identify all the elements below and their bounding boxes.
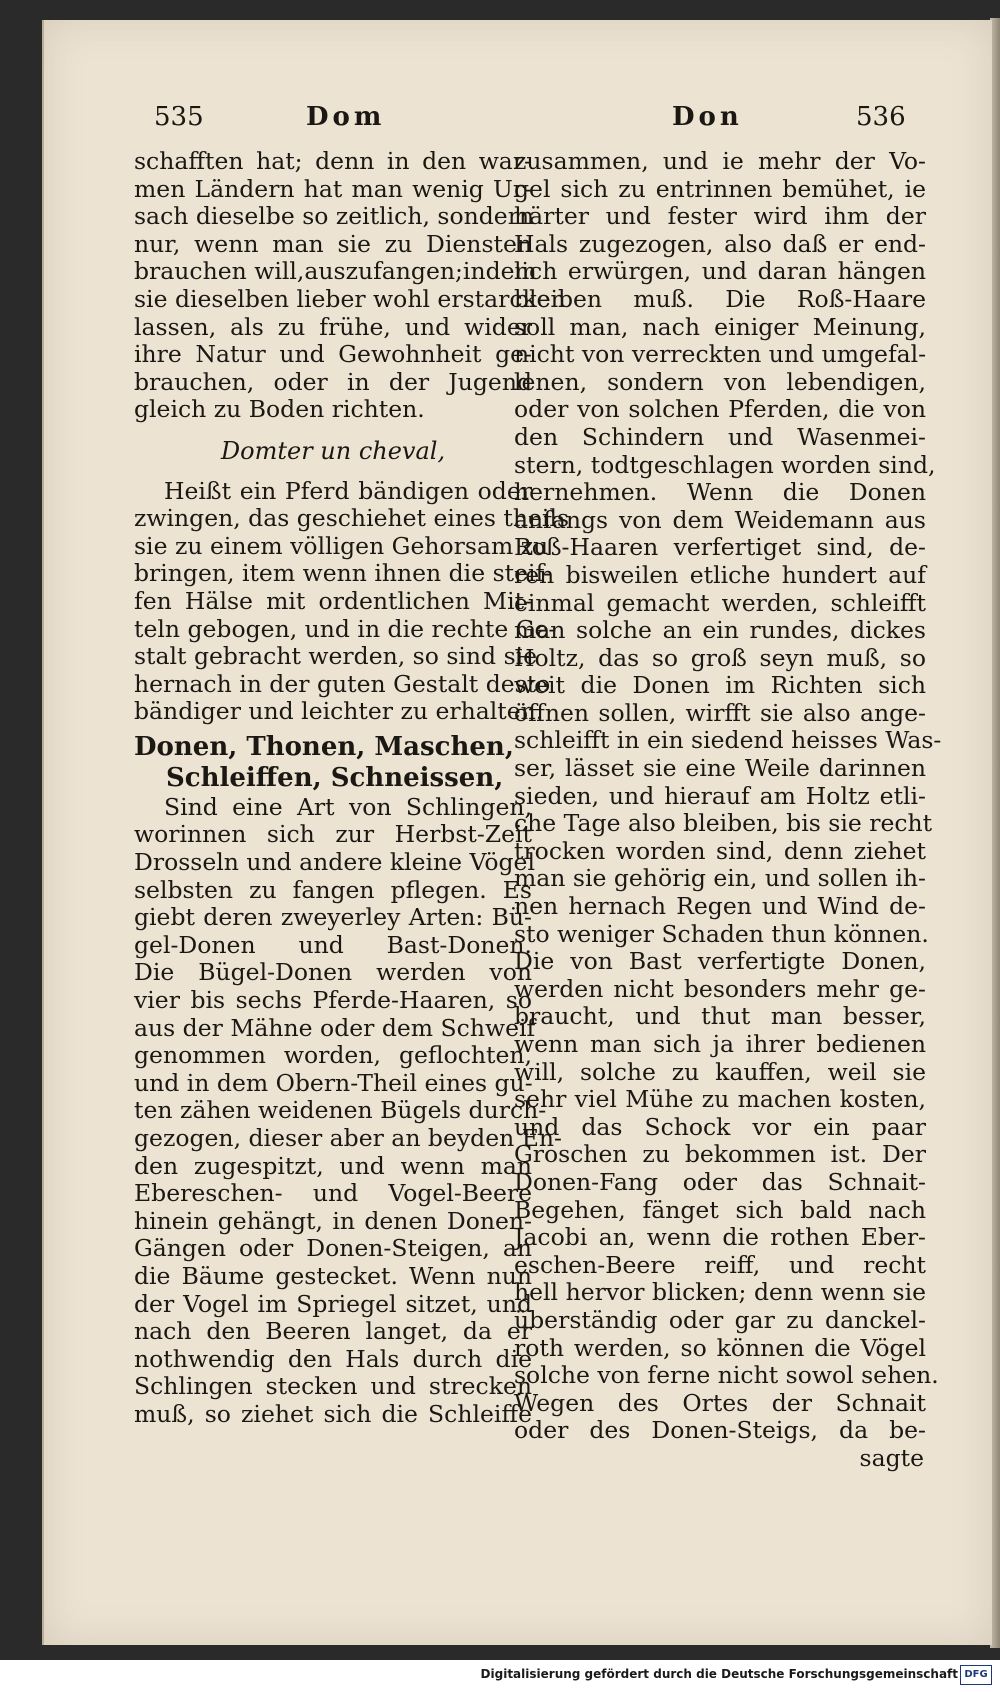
text-line: schleifft in ein siedend heisses Was- <box>514 726 942 755</box>
text-line: sach dieselbe so zeitlich, sondern <box>134 202 535 231</box>
text-line: genommen worden, geflochten, <box>134 1041 532 1070</box>
page-number-right: 536 <box>856 102 906 132</box>
text-line: che Tage also bleiben, bis sie recht <box>514 809 933 838</box>
text-line: giebt deren zweyerley Arten: Bü- <box>134 903 532 932</box>
text-line: eschen-Beere reiff, und recht <box>514 1250 926 1279</box>
text-line: Gängen oder Donen-Steigen, an <box>134 1234 532 1263</box>
paragraph-domter <box>134 476 570 726</box>
page-number-left: 535 <box>154 102 204 132</box>
text-line: Heißt ein Pferd bändigen oder <box>164 476 532 505</box>
text-line: Holtz, das so groß seyn muß, so <box>514 643 926 672</box>
text-line: Begehen, fänget sich bald nach <box>514 1195 926 1224</box>
text-line: men Ländern hat man wenig Ur- <box>134 174 532 203</box>
text-line: sie zu einem völligen Gehorsam zu <box>134 531 549 560</box>
text-line: gleich zu Boden richten. <box>134 395 425 424</box>
text-line: braucht, und thut man besser, <box>514 1002 926 1031</box>
text-line: sto weniger Schaden thun können. <box>514 919 929 948</box>
text-line: stalt gebracht werden, so sind sie <box>134 642 538 671</box>
text-line: sehr viel Mühe zu machen kosten, <box>514 1085 926 1114</box>
text-line: brauchen will,auszufangen;indem <box>134 257 537 286</box>
text-line: hernach in der guten Gestalt desto <box>134 669 551 698</box>
text-line: Donen-Fang oder das Schnait- <box>514 1167 926 1196</box>
text-line: den Schindern und Wasenmei- <box>514 422 926 451</box>
text-line: solche von ferne nicht sowol sehen. <box>514 1361 939 1390</box>
text-line: oder des Donen-Steigs, da be- <box>514 1416 926 1445</box>
running-head-right: Don <box>672 102 743 132</box>
paragraph-donen <box>134 792 562 1429</box>
text-line: man solche an ein rundes, dickes <box>514 616 926 645</box>
text-line: die Bäume gestecket. Wenn nun <box>134 1261 532 1290</box>
text-line: sie dieselben lieber wohl erstarcken <box>134 284 566 313</box>
text-line: öffnen sollen, wirfft sie also ange- <box>514 698 926 727</box>
headword-line-2: Schleiffen, Schneissen, <box>166 762 504 793</box>
text-line: und das Schock vor ein paar <box>514 1112 926 1141</box>
text-line: einmal gemacht werden, schleifft <box>514 588 926 617</box>
text-line: Groschen zu bekommen ist. Der <box>514 1140 926 1169</box>
dfg-logo: DFG <box>960 1665 992 1685</box>
text-line: teln gebogen, und in die rechte Ge- <box>134 614 557 643</box>
text-line: man sie gehörig ein, und sollen ih- <box>514 864 926 893</box>
text-line: weit die Donen im Richten sich <box>514 671 926 700</box>
text-line: der Vogel im Spriegel sitzet, und <box>134 1289 532 1318</box>
paragraph-schafften <box>134 147 566 424</box>
text-line: lenen, sondern von lebendigen, <box>514 367 926 396</box>
headword-line-1: Donen, Thonen, Maschen, <box>134 731 514 762</box>
text-line: will, solche zu kauffen, weil sie <box>514 1057 926 1086</box>
text-line: hinein gehängt, in denen Donen- <box>134 1206 532 1235</box>
text-line: brauchen, oder in der Jugend <box>134 367 532 396</box>
text-line: roth werden, so können die Vögel <box>514 1333 926 1362</box>
text-line: nothwendig den Hals durch die <box>134 1344 532 1373</box>
catchword: sagte <box>859 1443 924 1472</box>
book-page <box>42 20 992 1645</box>
text-line: schafften hat; denn in den war- <box>134 147 532 175</box>
text-line: anfangs von dem Weidemann aus <box>514 505 926 534</box>
text-line: Roß-Haaren verfertiget sind, de- <box>514 533 926 562</box>
text-line: lassen, als zu frühe, und wider <box>134 312 532 341</box>
text-line: ihre Natur und Gewohnheit ge- <box>134 340 532 369</box>
text-line: vier bis sechs Pferde-Haaren, so <box>134 986 532 1015</box>
text-line: Schlingen stecken und strecken <box>134 1372 532 1401</box>
left-column <box>134 147 570 1429</box>
text-line: gel-Donen und Bast-Donen. <box>134 930 532 959</box>
text-line: wenn man sich ja ihrer bedienen <box>514 1030 926 1058</box>
text-line: werden nicht besonders mehr ge- <box>514 974 926 1003</box>
text-line: ser, lässet sie eine Weile darinnen <box>514 754 926 783</box>
text-line: bleiben muß. Die Roß-Haare <box>514 284 926 313</box>
text-line: soll man, nach einiger Meinung, <box>514 312 926 341</box>
running-head-left: Dom <box>306 102 386 132</box>
subhead-domter: Domter un cheval, <box>220 436 446 465</box>
text-line: fen Hälse mit ordentlichen Mit- <box>134 586 532 615</box>
text-line: hell hervor blicken; denn wenn sie <box>514 1278 926 1307</box>
funding-notice: Digitalisierung gefördert durch die Deutsche Forschungsgemeinschaft <box>480 1667 958 1681</box>
right-column <box>514 147 942 1473</box>
text-line: worinnen sich zur Herbst-Zeit <box>134 820 532 849</box>
text-line: den zugespitzt, und wenn man <box>134 1151 532 1180</box>
text-line: nur, wenn man sie zu Diensten <box>134 229 532 258</box>
text-line: gel sich zu entrinnen bemühet, ie <box>514 174 926 203</box>
text-line: nach den Beeren langet, da er <box>134 1317 532 1346</box>
text-line: aus der Mähne oder dem Schweif <box>134 1013 536 1042</box>
text-line: Ebereschen- und Vogel-Beere <box>134 1179 532 1208</box>
digitization-footer <box>0 1660 1000 1692</box>
text-line: gezogen, dieser aber an beyden En- <box>134 1124 562 1152</box>
text-line: selbsten zu fangen pflegen. Es <box>134 875 532 904</box>
text-line: stern, todtgeschlagen worden sind, <box>514 450 936 479</box>
page-header <box>44 102 992 142</box>
text-line: Die Bügel-Donen werden von <box>134 958 532 987</box>
text-line: ren bisweilen etliche hundert auf <box>514 560 926 589</box>
text-line: Hals zugezogen, also daß er end- <box>514 229 926 258</box>
text-line: trocken worden sind, denn ziehet <box>514 836 926 865</box>
text-line: ten zähen weidenen Bügels durch- <box>134 1096 547 1125</box>
text-line: lich erwürgen, und daran hängen <box>514 257 926 286</box>
text-line: Drosseln und andere kleine Vögel <box>134 848 535 877</box>
text-line: Wegen des Ortes der Schnait <box>514 1388 926 1417</box>
text-line: nen hernach Regen und Wind de- <box>514 892 926 921</box>
text-line: überständig oder gar zu danckel- <box>514 1305 926 1334</box>
text-line: bringen, item wenn ihnen die steif- <box>134 559 552 588</box>
text-line: und in dem Obern-Theil eines gu- <box>134 1068 533 1097</box>
text-line: oder von solchen Pferden, die von <box>514 395 926 424</box>
text-line: hernehmen. Wenn die Donen <box>514 478 926 507</box>
text-line: bändiger und leichter zu erhalten. <box>134 697 544 726</box>
text-line: Sind eine Art von Schlingen, <box>164 792 532 821</box>
text-line: zusammen, und ie mehr der Vo- <box>514 147 926 175</box>
text-line: Die von Bast verfertigte Donen, <box>514 947 926 976</box>
text-line: Jacobi an, wenn die rothen Eber- <box>514 1223 926 1252</box>
text-line: nicht von verreckten und umgefal- <box>514 340 927 369</box>
text-line: zwingen, das geschiehet eines theils <box>134 504 570 533</box>
text-line: härter und fester wird ihm der <box>514 202 926 231</box>
text-line: muß, so ziehet sich die Schleiffe <box>134 1399 532 1428</box>
paragraph-continuation <box>514 147 942 1445</box>
text-line: sieden, und hierauf am Holtz etli- <box>514 781 926 810</box>
